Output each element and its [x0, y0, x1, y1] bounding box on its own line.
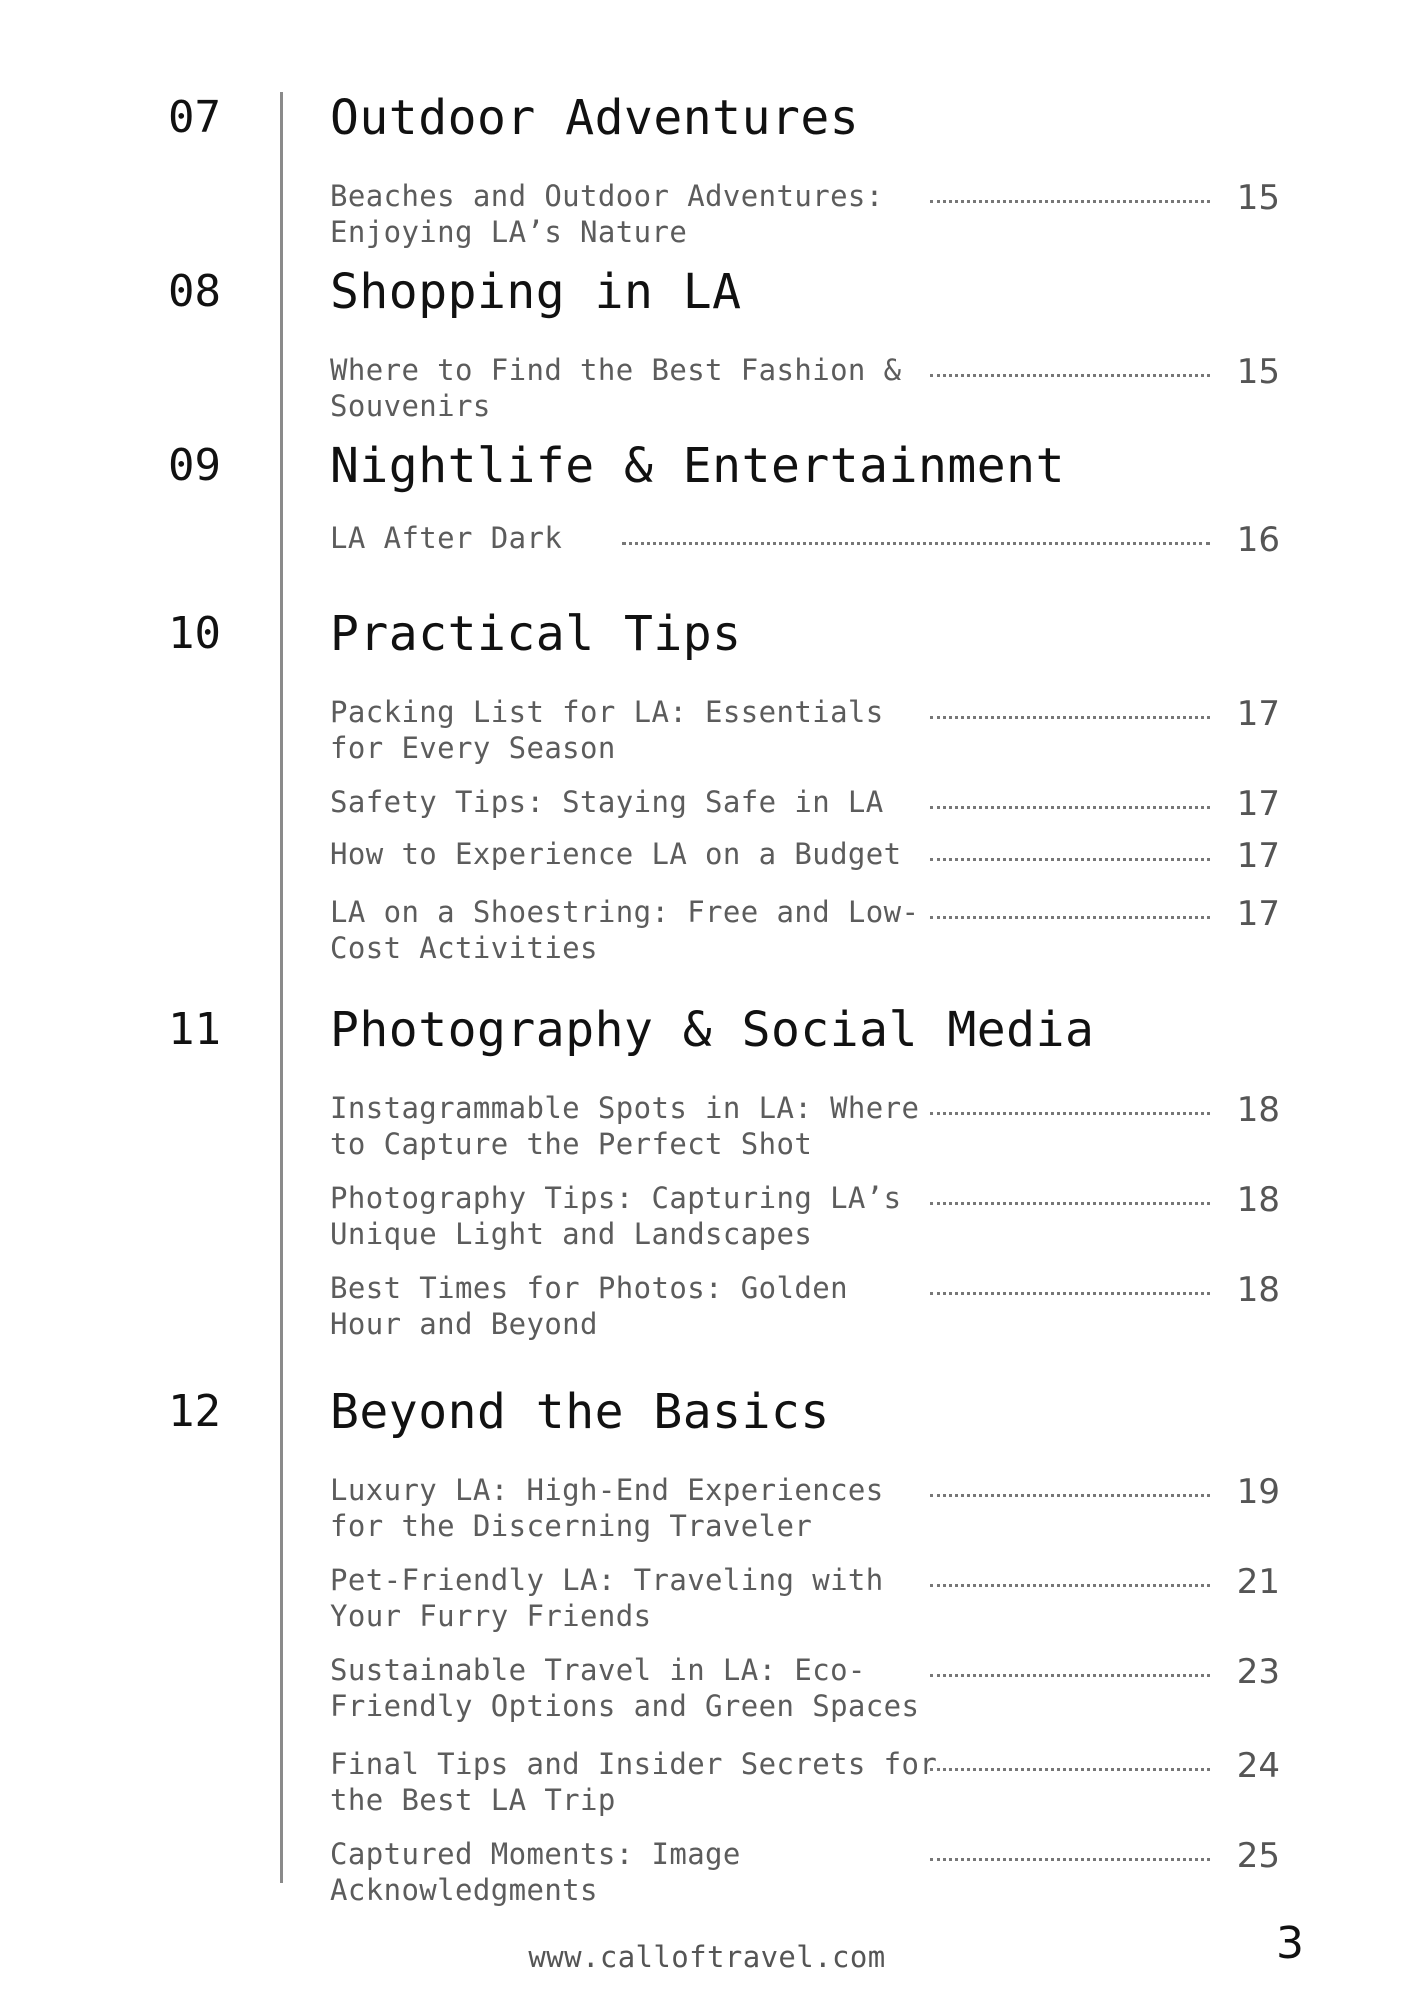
section-title[interactable]: Practical Tips	[330, 606, 742, 662]
section-title[interactable]: Photography & Social Media	[330, 1002, 1095, 1058]
toc-entry-page: 24	[1236, 1746, 1280, 1786]
toc-entry-page: 17	[1236, 694, 1280, 734]
toc-entry-page: 18	[1236, 1090, 1280, 1130]
toc-entry[interactable]	[330, 520, 1280, 600]
section-number: 07	[168, 92, 221, 143]
toc-entry-title: Beaches and Outdoor Adventures: Enjoying LA’s Nature	[330, 179, 884, 249]
dot-leader	[930, 914, 1210, 919]
dot-leader	[930, 856, 1210, 861]
toc-entry-page: 18	[1236, 1180, 1280, 1220]
toc-entry-page: 17	[1236, 836, 1280, 876]
dot-leader	[930, 714, 1210, 719]
toc-entry-page: 17	[1236, 784, 1280, 824]
dot-leader	[930, 1856, 1210, 1861]
toc-entry[interactable]	[330, 178, 1280, 258]
dot-leader	[930, 1200, 1210, 1205]
toc-entry-title: Captured Moments: Image Acknowledgments	[330, 1837, 741, 1907]
toc-entry[interactable]	[330, 1472, 1280, 1552]
toc-entry[interactable]	[330, 352, 1280, 432]
toc-entry-page: 18	[1236, 1270, 1280, 1310]
toc-entry-page: 19	[1236, 1472, 1280, 1512]
toc-entry[interactable]	[330, 1180, 1280, 1260]
footer-url[interactable]: www.calloftravel.com	[528, 1940, 886, 1974]
dot-leader	[930, 1110, 1210, 1115]
dot-leader	[930, 198, 1210, 203]
toc-entry[interactable]	[330, 1270, 1280, 1350]
toc-entry-title: Instagrammable Spots in LA: Where to Capture the Perfect Shot	[330, 1091, 920, 1161]
toc-entry-page: 23	[1236, 1652, 1280, 1692]
section-number: 11	[168, 1004, 221, 1055]
toc-entry[interactable]	[330, 1652, 1280, 1732]
toc-entry-page: 17	[1236, 894, 1280, 934]
toc-entry[interactable]	[330, 1090, 1280, 1170]
dot-leader	[930, 1492, 1210, 1497]
toc-entry-title: Luxury LA: High-End Experiences for the Discerning Traveler	[330, 1473, 884, 1543]
toc-entry[interactable]	[330, 694, 1280, 774]
toc-entry[interactable]	[330, 894, 1280, 974]
toc-entry-title: LA After Dark	[330, 521, 563, 555]
section-number: 08	[168, 266, 221, 317]
section-number: 12	[168, 1386, 221, 1437]
dot-leader	[930, 372, 1210, 377]
section-title[interactable]: Beyond the Basics	[330, 1384, 830, 1440]
dot-leader	[930, 1766, 1210, 1771]
dot-leader	[930, 1290, 1210, 1295]
toc-entry-title: Safety Tips: Staying Safe in LA	[330, 785, 884, 819]
toc-entry-title: Final Tips and Insider Secrets for the Best LA Trip	[330, 1747, 938, 1817]
toc-entry[interactable]	[330, 1562, 1280, 1642]
dot-leader	[930, 804, 1210, 809]
toc-entry[interactable]	[330, 1836, 1280, 1916]
toc-entry-title: Best Times for Photos: Golden Hour and Beyond	[330, 1271, 848, 1341]
dot-leader	[930, 1582, 1210, 1587]
toc-entry-title: Where to Find the Best Fashion & Souvenirs	[330, 353, 902, 423]
vertical-divider	[280, 92, 283, 1883]
toc-entry-title: Sustainable Travel in LA: Eco- Friendly Options and Green Spaces	[330, 1653, 920, 1723]
toc-entry-page: 25	[1236, 1836, 1280, 1876]
toc-entry-title: Photography Tips: Capturing LA’s Unique Light and Landscapes	[330, 1181, 902, 1251]
section-title[interactable]: Nightlife & Entertainment	[330, 438, 1065, 494]
toc-entry-title: LA on a Shoestring: Free and Low- Cost Activities	[330, 895, 920, 965]
section-number: 10	[168, 608, 221, 659]
toc-entry-page: 15	[1236, 352, 1280, 392]
toc-entry-page: 16	[1236, 520, 1280, 560]
toc-entry-page: 21	[1236, 1562, 1280, 1602]
section-title[interactable]: Shopping in LA	[330, 264, 742, 320]
toc-entry-title: Pet-Friendly LA: Traveling with Your Furry Friends	[330, 1563, 884, 1633]
dot-leader	[930, 1672, 1210, 1677]
toc-entry-title: How to Experience LA on a Budget	[330, 837, 902, 871]
toc-entry[interactable]	[330, 1746, 1280, 1826]
toc-entry-page: 15	[1236, 178, 1280, 218]
page-number: 3	[1276, 1918, 1304, 1969]
dot-leader	[622, 540, 1210, 545]
toc-entry-title: Packing List for LA: Essentials for Every Season	[330, 695, 884, 765]
section-number: 09	[168, 440, 221, 491]
section-title[interactable]: Outdoor Adventures	[330, 90, 860, 146]
